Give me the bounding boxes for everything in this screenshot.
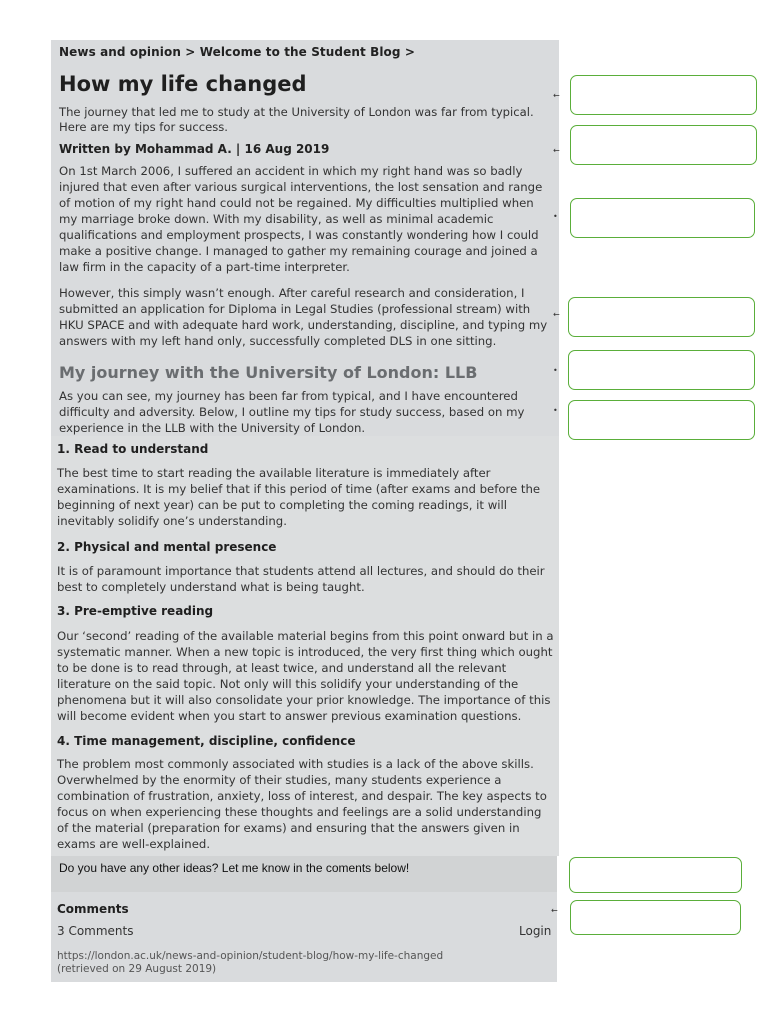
pointer-marker: ← bbox=[553, 91, 560, 100]
pointer-marker: ← bbox=[553, 310, 560, 319]
annotation-box-8[interactable] bbox=[570, 900, 741, 935]
byline: Written by Mohammad A. | 16 Aug 2019 bbox=[59, 142, 330, 156]
login-link[interactable]: Login bbox=[519, 924, 552, 938]
pointer-marker: ← bbox=[553, 146, 560, 155]
tip-heading-4: 4. Time management, discipline, confidence bbox=[57, 734, 356, 748]
source-url: https://london.ac.uk/news-and-opinion/student-blog/how-my-life-changed (retrieved on 29 August 2019) bbox=[57, 950, 444, 975]
tip-heading-3: 3. Pre-emptive reading bbox=[57, 604, 214, 618]
tip-heading-2: 2. Physical and mental presence bbox=[57, 540, 277, 554]
comment-count[interactable]: 3 Comments bbox=[57, 924, 134, 938]
annotation-box-4[interactable] bbox=[568, 297, 755, 337]
comments-heading: Comments bbox=[57, 902, 129, 916]
tip-text-2: It is of paramount importance that students attend all lectures, and should do their best to completely understand what is being taught. bbox=[57, 564, 545, 594]
pointer-marker: • bbox=[553, 366, 558, 375]
breadcrumb[interactable]: News and opinion > Welcome to the Student Blog > bbox=[59, 45, 416, 59]
annotation-box-3[interactable] bbox=[570, 198, 755, 238]
page-title: How my life changed bbox=[59, 72, 307, 96]
annotation-box-5[interactable] bbox=[568, 350, 755, 390]
section-intro: As you can see, my journey has been far from typical, and I have encountered difficulty and adversity. Below, I outline my tips for study success, based on my experience in the LLB with the University of London. bbox=[59, 389, 525, 435]
paragraph-diploma: However, this simply wasn’t enough. After careful research and consideration, I submitted an application for Diploma in Legal Studies (professional stream) with HKU SPACE and with adequate hard work, understanding, discipline, and typing my answers with my left hand only, successfully completed DLS in one sitting. bbox=[59, 286, 548, 348]
section-heading: My journey with the University of London: LLB bbox=[59, 363, 478, 382]
pointer-marker: • bbox=[553, 406, 558, 415]
pointer-marker: • bbox=[553, 212, 558, 221]
tip-text-3: Our ‘second’ reading of the available material begins from this point onward but in a systematic manner. When a new topic is introduced, the very first thing which ought to be done is to read through, at least twice, and understand all the relevant literature on the said topic. Not only will this solidify your understanding of the phenomena but it will also consolidate your prior knowledge. The importance of this will become evident when you start to answer previous examination questions. bbox=[57, 629, 554, 723]
pointer-marker: ← bbox=[551, 906, 558, 915]
annotation-box-2[interactable] bbox=[570, 125, 757, 165]
article-intro: The journey that led me to study at the University of London was far from typical. Here are my tips for success. bbox=[59, 105, 534, 134]
annotation-box-6[interactable] bbox=[568, 400, 755, 440]
tip-heading-1: 1. Read to understand bbox=[57, 442, 209, 456]
tip-text-4: The problem most commonly associated with studies is a lack of the above skills. Overwhelmed by the enormity of their studies, many students experience a combination of frustration, anxiety, loss of interest, and despair. The key aspects to focus on when experiencing these thoughts and feelings are a solid understanding of the material (preparation for exams) and ensuring that the answers given in exams are well-explained. bbox=[57, 757, 547, 851]
tip-text-1: The best time to start reading the available literature is immediately after examinations. It is my belief that if this period of time (after exams and before the beginning of next year) can be put to completing the coming readings, it will inevitably solidify one’s understanding. bbox=[57, 466, 541, 528]
comment-prompt: Do you have any other ideas? Let me know in the coments below! bbox=[59, 861, 410, 875]
paragraph-accident: On 1st March 2006, I suffered an accident in which my right hand was so badly injured that even after various surgical interventions, the lost sensation and range of motion of my right hand could not be regained. My difficulties multiplied when my marriage broke down. With my disability, as well as minimal academic qualifications and employment prospects, I was constantly wondering how I could make a positive change. I managed to gather my remaining courage and joined a law firm in the capacity of a part-time interpreter. bbox=[59, 164, 543, 274]
annotation-box-1[interactable] bbox=[570, 75, 757, 115]
annotation-box-7[interactable] bbox=[569, 857, 742, 893]
